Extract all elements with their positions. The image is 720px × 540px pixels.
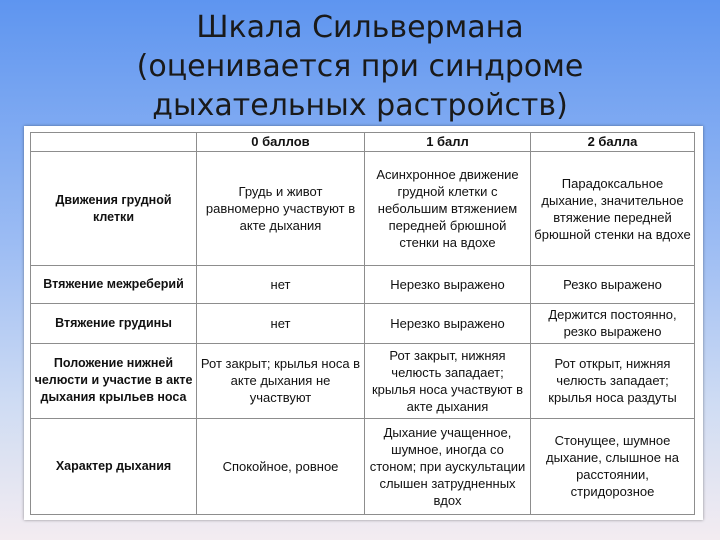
criterion-cell: Характер дыхания: [31, 418, 197, 514]
score-1-cell: Рот закрыт, нижняя челюсть западает; крылья носа участвуют в акте дыхания: [365, 343, 531, 418]
title-line-1: Шкала Сильвермана: [196, 10, 524, 45]
score-0-cell: нет: [197, 304, 365, 344]
header-criterion: [31, 133, 197, 152]
header-score-1: 1 балл: [365, 133, 531, 152]
slide-title: [0, 8, 720, 125]
score-1-cell: Нерезко выражено: [365, 266, 531, 304]
table-row: [31, 266, 695, 304]
score-0-cell: Рот закрыт; крылья носа в акте дыхания не участвуют: [197, 343, 365, 418]
score-1-cell: Нерезко выражено: [365, 304, 531, 344]
score-1-cell: Асинхронное движение грудной клетки с небольшим втяжением передней брюшной стенки на вдохе: [365, 152, 531, 266]
table-row: [31, 418, 695, 514]
criterion-cell: Движения грудной клетки: [31, 152, 197, 266]
header-score-2: 2 балла: [531, 133, 695, 152]
score-1-cell: Дыхание учащенное, шумное, иногда со стоном; при аускультации слышен затрудненных вдох: [365, 418, 531, 514]
score-2-cell: Держится постоянно, резко выражено: [531, 304, 695, 344]
silverman-scale-table: [30, 132, 695, 515]
header-score-0: 0 баллов: [197, 133, 365, 152]
table-header-row: [31, 133, 695, 152]
score-0-cell: Грудь и живот равномерно участвуют в акте дыхания: [197, 152, 365, 266]
title-line-2: (оценивается при синдроме: [136, 49, 584, 84]
criterion-cell: Положение нижней челюсти и участие в акте дыхания крыльев носа: [31, 343, 197, 418]
score-0-cell: нет: [197, 266, 365, 304]
criterion-cell: Втяжение межреберий: [31, 266, 197, 304]
table-row: [31, 343, 695, 418]
score-2-cell: Резко выражено: [531, 266, 695, 304]
table-row: [31, 304, 695, 344]
table-row: [31, 152, 695, 266]
title-line-3: дыхательных растройств): [152, 88, 568, 123]
score-2-cell: Парадоксальное дыхание, значительное втяжение передней брюшной стенки на вдохе: [531, 152, 695, 266]
table-image: [24, 126, 703, 520]
score-2-cell: Стонущее, шумное дыхание, слышное на расстоянии, стридорозное: [531, 418, 695, 514]
score-2-cell: Рот открыт, нижняя челюсть западает; крылья носа раздуты: [531, 343, 695, 418]
criterion-cell: Втяжение грудины: [31, 304, 197, 344]
score-0-cell: Спокойное, ровное: [197, 418, 365, 514]
